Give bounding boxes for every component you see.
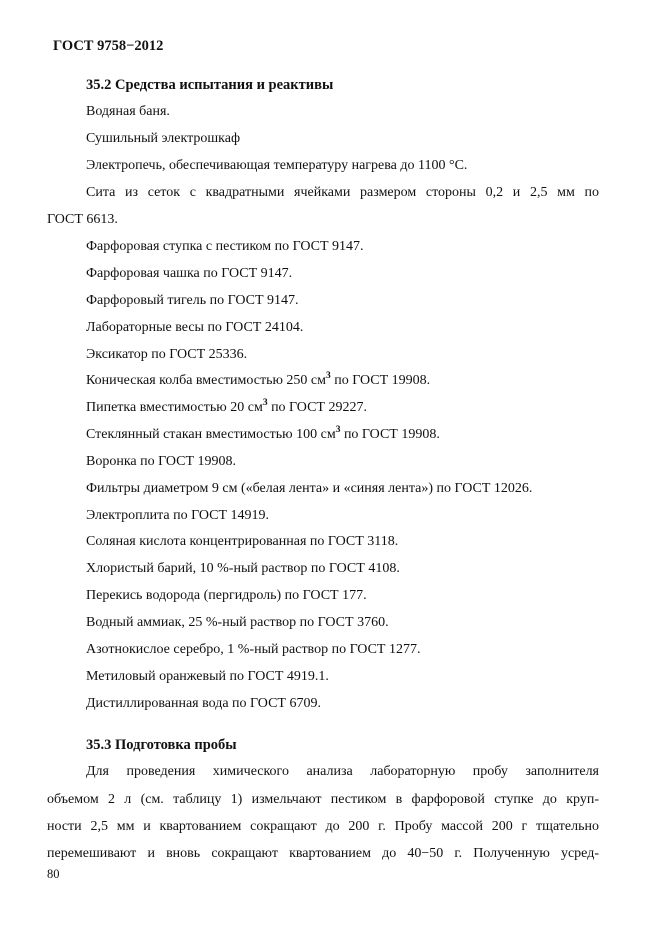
item-glass-beaker (86, 427, 440, 443)
section-35-2-heading: 35.2 Средства испытания и реактивы (86, 77, 334, 93)
item-conical-flask (86, 373, 430, 389)
pipette-text: Пипетка вместимостью 20 см (86, 400, 263, 415)
item-hydrochloric-acid: Соляная кислота концентрированная по ГОСТ 3118. (86, 534, 399, 549)
page-number: 80 (47, 867, 60, 881)
item-hotplate: Электроплита по ГОСТ 14919. (86, 508, 270, 523)
paragraph-line: ности 2,5 мм и квартованием сокращают до 200 г. Пробу массой 200 г тщательно (47, 819, 599, 834)
beaker-superscript: 3 (335, 425, 341, 435)
item-funnel: Воронка по ГОСТ 19908. (86, 454, 237, 469)
item-barium-chloride: Хлористый барий, 10 %-ный раствор по ГОСТ 4108. (86, 561, 400, 576)
item-sieves-line-2: ГОСТ 6613. (47, 212, 118, 227)
item-pipette (86, 400, 367, 416)
item-filters: Фильтры диаметром 9 см («белая лента» и «синяя лента») по ГОСТ 12026. (86, 481, 533, 496)
item-water-bath: Водяная баня. (86, 104, 170, 119)
item-hydrogen-peroxide: Перекись водорода (пергидроль) по ГОСТ 177. (86, 588, 367, 603)
beaker-standard: по ГОСТ 19908. (340, 427, 440, 442)
flask-standard: по ГОСТ 19908. (330, 373, 431, 388)
item-sieves-line-1: Сита из сеток с квадратными ячейками размером стороны 0,2 и 2,5 мм по (86, 185, 599, 200)
item-ammonia: Водный аммиак, 25 %-ный раствор по ГОСТ 3760. (86, 615, 389, 630)
item-drying-cabinet: Сушильный электрошкаф (86, 131, 241, 146)
beaker-text: Стеклянный стакан вместимостью 100 см (86, 427, 336, 442)
item-mortar: Фарфоровая ступка с пестиком по ГОСТ 9147. (86, 239, 364, 254)
flask-text: Коническая колба вместимостью 250 см (86, 373, 326, 388)
item-silver-nitrate: Азотнокислое серебро, 1 %-ный раствор по ГОСТ 1277. (86, 642, 421, 657)
item-methyl-orange: Метиловый оранжевый по ГОСТ 4919.1. (86, 669, 329, 684)
flask-superscript: 3 (326, 371, 331, 381)
paragraph-line: объемом 2 л (см. таблицу 1) измельчают пестиком в фарфоровой ступке до круп- (47, 792, 599, 807)
item-scales: Лабораторные весы по ГОСТ 24104. (86, 320, 304, 335)
item-cup: Фарфоровая чашка по ГОСТ 9147. (86, 266, 293, 281)
pipette-superscript: 3 (262, 398, 268, 408)
section-35-3-heading: 35.3 Подготовка пробы (86, 737, 237, 753)
item-distilled-water: Дистиллированная вода по ГОСТ 6709. (86, 696, 321, 711)
item-furnace: Электропечь, обеспечивающая температуру нагрева до 1100 °С. (86, 158, 468, 173)
item-desiccator: Эксикатор по ГОСТ 25336. (86, 347, 248, 362)
standard-header: ГОСТ 9758−2012 (53, 38, 164, 54)
pipette-standard: по ГОСТ 29227. (267, 400, 367, 415)
paragraph-line: перемешивают и вновь сокращают квартованием до 40−50 г. Полученную усред- (47, 846, 599, 861)
item-crucible: Фарфоровый тигель по ГОСТ 9147. (86, 293, 299, 308)
paragraph-line: Для проведения химического анализа лабораторную пробу заполнителя (86, 764, 599, 779)
